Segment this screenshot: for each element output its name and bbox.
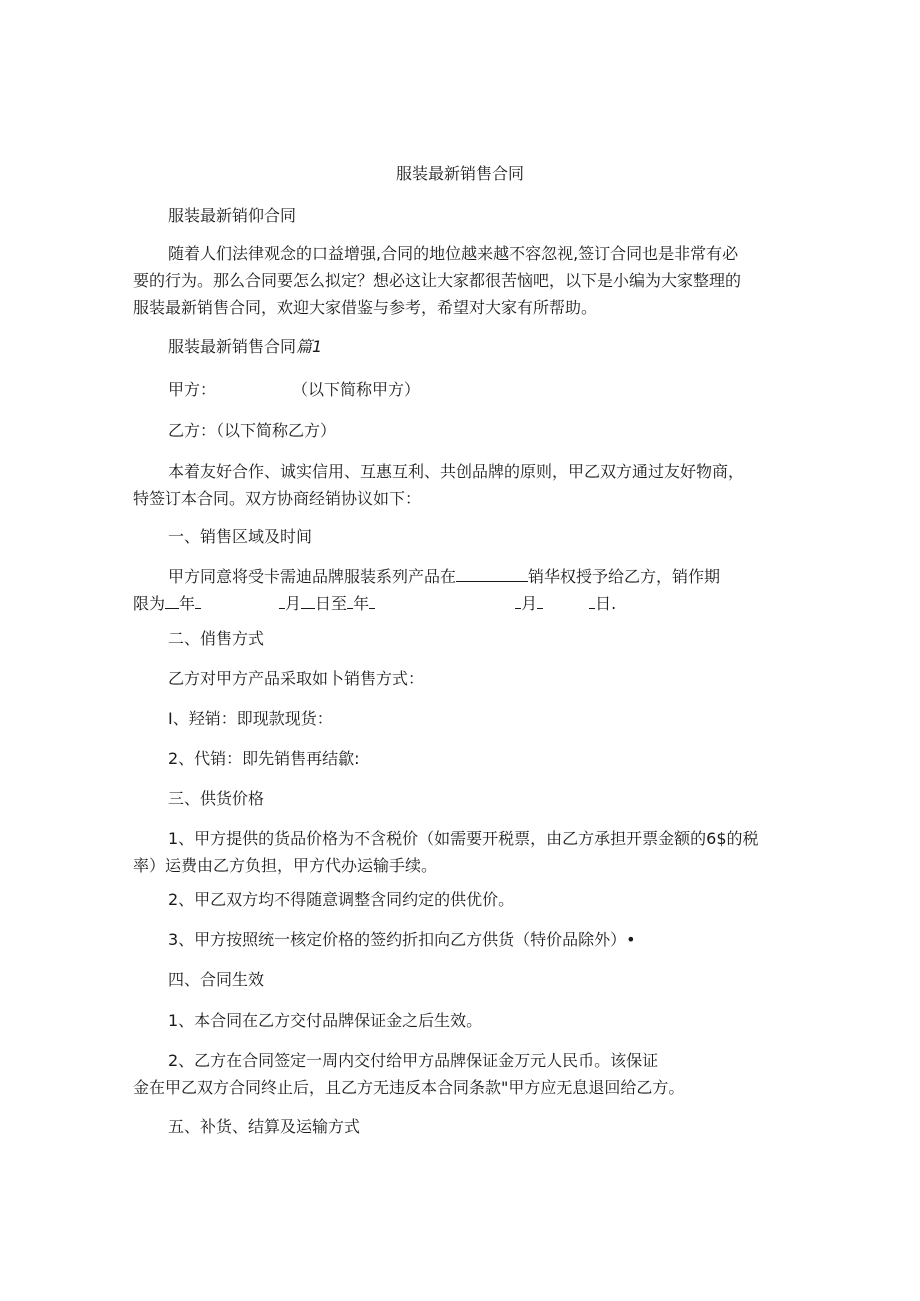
party-a-label: 甲方： [168, 380, 217, 399]
document-subtitle [133, 202, 793, 229]
intro-line: 要的行为。那么合同要怎么拟定？想必这让大家都很苦恼吧，以下是小编为大家整理的 [133, 271, 742, 290]
region-text: 月 [521, 594, 538, 613]
heading-text: 四、合同生效 [168, 970, 265, 989]
sale-item-text: 2、代销：即先销售再结歙: [168, 749, 360, 768]
region-text: 月 [285, 594, 302, 613]
price-item-3 [133, 926, 793, 953]
blank-field [537, 592, 543, 609]
intro-paragraph [133, 240, 793, 321]
blank-field [165, 592, 179, 609]
sale-item-text: I、羟销：即现款现货： [168, 709, 333, 728]
region-text: 日至 [315, 594, 348, 613]
blank-field [369, 592, 375, 609]
price-line: 1、甲方提供的货品价格为不含税价（如需要开税票，由乙方承担开票金额的6$的税 [168, 829, 759, 848]
principle-paragraph [133, 458, 793, 512]
principle-line: 特签订本合同。双方协商经销协议如下： [133, 489, 422, 508]
region-text: 甲方同意将受卡需迪品牌服装系列产品在 [168, 567, 457, 586]
price-line: 率）运费由乙方负担，甲方代办运输手续。 [133, 856, 438, 875]
heading-5 [133, 1113, 793, 1140]
party-a-note: （以下简称甲方） [292, 380, 421, 399]
blank-field [301, 592, 315, 609]
effect-item-1 [133, 1007, 793, 1034]
blank-field [456, 565, 528, 582]
section-title [133, 333, 793, 360]
region-text: 日. [595, 594, 617, 613]
document-title: 服装最新销售合同 [395, 164, 524, 183]
intro-line: 随着人们法律观念的口益增强,合同的地位越来越不容忽视,签订合同也是非常有必 [168, 244, 739, 263]
effect-item-2 [133, 1047, 793, 1101]
sale-item-2 [133, 745, 793, 772]
party-a-line [133, 376, 793, 403]
price-item-2 [133, 886, 793, 913]
sale-intro [133, 665, 793, 692]
price-line: 3、甲方按照统一核定价格的签约折扣向乙方供货（特价品除外）• [168, 930, 636, 949]
price-item-1 [133, 825, 793, 879]
heading-4 [133, 966, 793, 993]
section-title-suffix: 篇1 [296, 337, 323, 356]
price-line: 2、甲乙双方均不得随意调整含同约定的供优价。 [168, 890, 515, 909]
heading-text: 五、补货、结算及运输方式 [168, 1117, 361, 1136]
heading-text: 三、供货价格 [168, 789, 265, 808]
heading-3 [133, 785, 793, 812]
section-title-text: 服装最新销售合同 [168, 337, 297, 356]
region-text: 年 [353, 594, 370, 613]
effect-line: 2、乙方在合同签定一周内交付给甲方品牌保证金万元人民币。该保证 [168, 1051, 659, 1070]
region-text: 年 [179, 594, 196, 613]
effect-line: 金在甲乙双方合同终止后，且乙方无违反本合同条款"甲方应无息退回给乙方。 [133, 1078, 685, 1097]
principle-line: 本着友好合作、诚实信用、互惠互利、共创品牌的原则，甲乙双方通过友好物商， [168, 462, 745, 481]
sale-item-1 [133, 705, 793, 732]
heading-text: 二、俏售方式 [168, 629, 265, 648]
party-b-line [133, 417, 793, 444]
heading-text: 一、销售区域及时间 [168, 527, 313, 546]
region-text: 销华权授予给乙方，销作期 [528, 567, 721, 586]
subtitle-text: 服装最新销仰合同 [168, 206, 297, 225]
heading-2 [133, 625, 793, 652]
blank-field [195, 592, 201, 609]
region-text: 限为 [133, 594, 166, 613]
sale-intro-text: 乙方对甲方产品采取如卜销售方式： [168, 669, 425, 688]
intro-line: 服装最新销售合同，欢迎大家借鉴与参考，希望对大家有所帮助。 [133, 298, 598, 317]
party-b-text: 乙方：（以下简称乙方） [168, 421, 337, 440]
region-paragraph [133, 563, 793, 617]
effect-line: 1、本合同在乙方交付品牌保证金之后生效。 [168, 1011, 483, 1030]
heading-1 [133, 523, 793, 550]
